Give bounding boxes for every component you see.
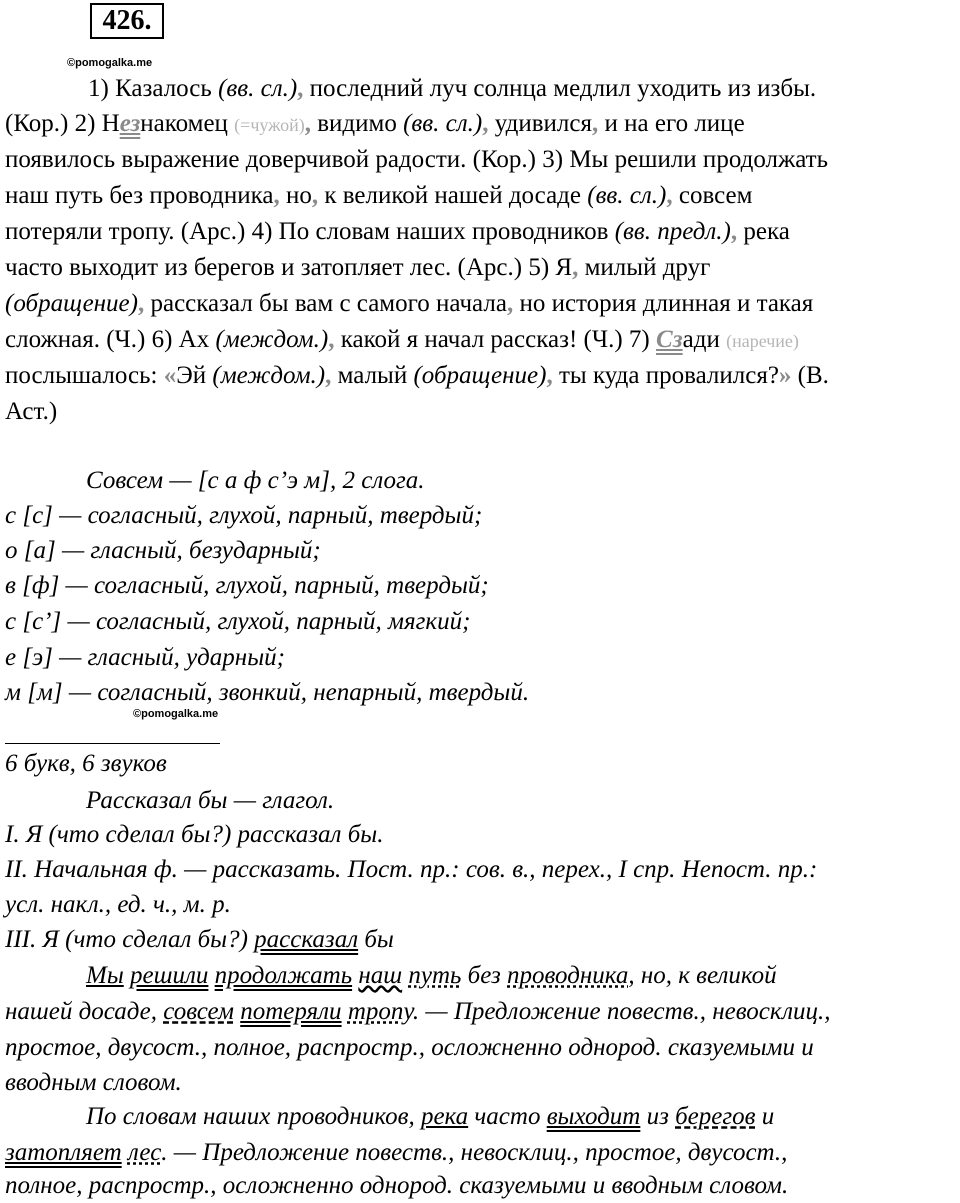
syntax-line: вводным словом. (5, 1069, 182, 1096)
annotation: (вв. предл.) (614, 218, 731, 245)
phonetic-summary: 6 букв, 6 звуков (5, 750, 167, 777)
divider (5, 743, 220, 744)
syntax-line: простое, двусост., полное, распростр., осложненно однород. сказуемыми и (5, 1034, 814, 1061)
exercise-line-8 (5, 323, 799, 358)
watermark: ©pomogalka.me (133, 708, 219, 720)
text: к великой нашей досаде (318, 182, 588, 209)
text: Аст.) (5, 398, 58, 425)
syntax-line (86, 1100, 774, 1134)
text: река (737, 218, 790, 245)
punctuation-mark: , (273, 182, 280, 209)
text: видимо (311, 110, 404, 137)
text: милый друг (578, 254, 711, 281)
exercise-line-6 (5, 251, 710, 285)
phonetic-row: о [а] — гласный, безударный; (5, 537, 321, 564)
subject: река (420, 1103, 469, 1130)
text: . — Предложение повеств., невосклиц., (412, 998, 831, 1025)
object: путь (408, 962, 462, 989)
text: нашей досаде, (5, 998, 164, 1025)
text: малый (331, 362, 414, 389)
exercise-number: 426. (90, 3, 164, 39)
text: и (755, 1103, 775, 1130)
text: (В. (791, 362, 829, 389)
synonym-note: (=чужой) (234, 115, 305, 135)
morph-line (5, 923, 394, 957)
text: послышалось: (5, 362, 164, 389)
punctuation-mark: , (328, 326, 335, 353)
text: бы (358, 926, 394, 953)
annotation: (вв. сл.) (218, 75, 298, 102)
morph-line: II. Начальная ф. — рассказать. Пост. пр.: сов. в., перех., I спр. Непост. пр.: (5, 856, 818, 883)
exercise-line-10 (5, 395, 57, 429)
text: последний луч солнца медлил уходить из избы. (303, 75, 817, 102)
punctuation-mark: , (137, 290, 145, 317)
text: удивился (488, 110, 592, 137)
exercise-line-2 (5, 107, 745, 142)
annotation: (обращение) (5, 290, 138, 317)
exercise-line-7 (5, 287, 813, 321)
object: тропу (347, 998, 413, 1025)
punctuation-mark: , (506, 290, 514, 317)
part-of-speech-note: (наречие) (726, 331, 799, 351)
text: Эй (176, 362, 213, 389)
text: и на его лице (598, 110, 745, 137)
text: появилось выражение доверчивой радости. (Кор.) 3) Мы решили продолжать (5, 146, 829, 173)
attribute: наш (358, 962, 403, 989)
prefix-highlight: ез (119, 110, 141, 137)
exercise-line-1 (88, 72, 816, 106)
morph-line: I. Я (что сделал бы?) рассказал бы. (5, 821, 384, 848)
punctuation-mark: » (778, 362, 792, 389)
punctuation-mark: , (730, 218, 738, 245)
predicate: продолжать (214, 962, 353, 989)
text: сложная. (Ч.) 6) Ах (5, 326, 216, 353)
text: (Кор.) 2) Н (5, 110, 120, 137)
object: лес (127, 1139, 162, 1166)
punctuation-mark: , (311, 182, 319, 209)
punctuation-mark: , (297, 75, 304, 102)
text: совсем (672, 182, 753, 209)
object: проводника (507, 962, 629, 989)
text: . — Предложение повеств., невосклиц., простое, двусост., (161, 1139, 788, 1166)
text: часто (468, 1103, 547, 1130)
predicate: потеряли (240, 998, 342, 1025)
text: но (279, 182, 312, 209)
punctuation-mark: , (325, 362, 332, 389)
annotation: (междом.) (212, 362, 326, 389)
text: 1) Казалось (88, 75, 219, 102)
adverbial: совсем (163, 998, 234, 1025)
punctuation-mark: , (546, 362, 553, 389)
phonetic-row: в [ф] — согласный, глухой, парный, твердый; (5, 572, 489, 599)
annotation: (вв. сл.) (587, 182, 667, 209)
morph-title: Рассказал бы — глагол. (86, 787, 335, 814)
syntax-line (5, 1136, 787, 1170)
punctuation-mark: , (592, 110, 599, 137)
punctuation-mark: , (304, 110, 311, 137)
exercise-line-3 (5, 143, 828, 177)
predicate: рассказал (254, 926, 359, 953)
watermark: ©pomogalka.me (67, 57, 153, 69)
text: часто выходит из берегов и затопляет лес. (Арс.) 5) Я (5, 254, 573, 281)
text: III. Я (что сделал бы?) (5, 926, 255, 953)
exercise-line-5 (5, 215, 790, 249)
text: потеряли тропу. (Арс.) 4) По словам наших проводников (5, 218, 615, 245)
predicate: затопляет (5, 1139, 122, 1166)
phonetic-row: с [с] — согласный, глухой, парный, твердый; (5, 502, 483, 529)
predicate: выходит (546, 1103, 641, 1130)
text: ты куда провалился? (552, 362, 779, 389)
text: наш путь без проводника (5, 182, 274, 209)
punctuation-mark: , (482, 110, 489, 137)
phonetic-row: е [э] — гласный, ударный; (5, 644, 285, 671)
annotation: (вв. сл.) (403, 110, 483, 137)
text: рассказал бы вам с самого начала (144, 290, 507, 317)
punctuation-mark: , (572, 254, 579, 281)
exercise-line-4 (5, 179, 752, 213)
text: ади (682, 326, 727, 353)
text: из (640, 1103, 676, 1130)
subject: Мы (86, 962, 124, 989)
phonetic-row: м [м] — согласный, звонкий, непарный, твердый. (5, 679, 530, 706)
prefix-highlight: Сз (656, 326, 683, 353)
syntax-line (86, 959, 777, 993)
text: без (461, 962, 507, 989)
text: По словам наших проводников, (86, 1103, 421, 1130)
punctuation-mark: « (163, 362, 177, 389)
text: накомец (140, 110, 235, 137)
morph-line: усл. накл., ед. ч., м. р. (5, 891, 231, 918)
text: , но, к великой (628, 962, 777, 989)
annotation: (обращение) (413, 362, 547, 389)
syntax-line: полное, распростр., осложненно однород. сказуемыми и вводным словом. (5, 1172, 789, 1199)
annotation: (междом.) (215, 326, 329, 353)
text: но история длинная и такая (513, 290, 814, 317)
text: какой я начал рассказ! (Ч.) 7) (334, 326, 657, 353)
punctuation-mark: , (666, 182, 673, 209)
adverbial: берегов (675, 1103, 756, 1130)
exercise-line-9 (5, 359, 829, 393)
phonetic-row: с [с’] — согласный, глухой, парный, мягкий; (5, 608, 471, 635)
predicate: решили (130, 962, 209, 989)
syntax-line (5, 995, 830, 1029)
phonetic-title: Совсем — [с а ф с’э м], 2 слога. (86, 467, 425, 494)
